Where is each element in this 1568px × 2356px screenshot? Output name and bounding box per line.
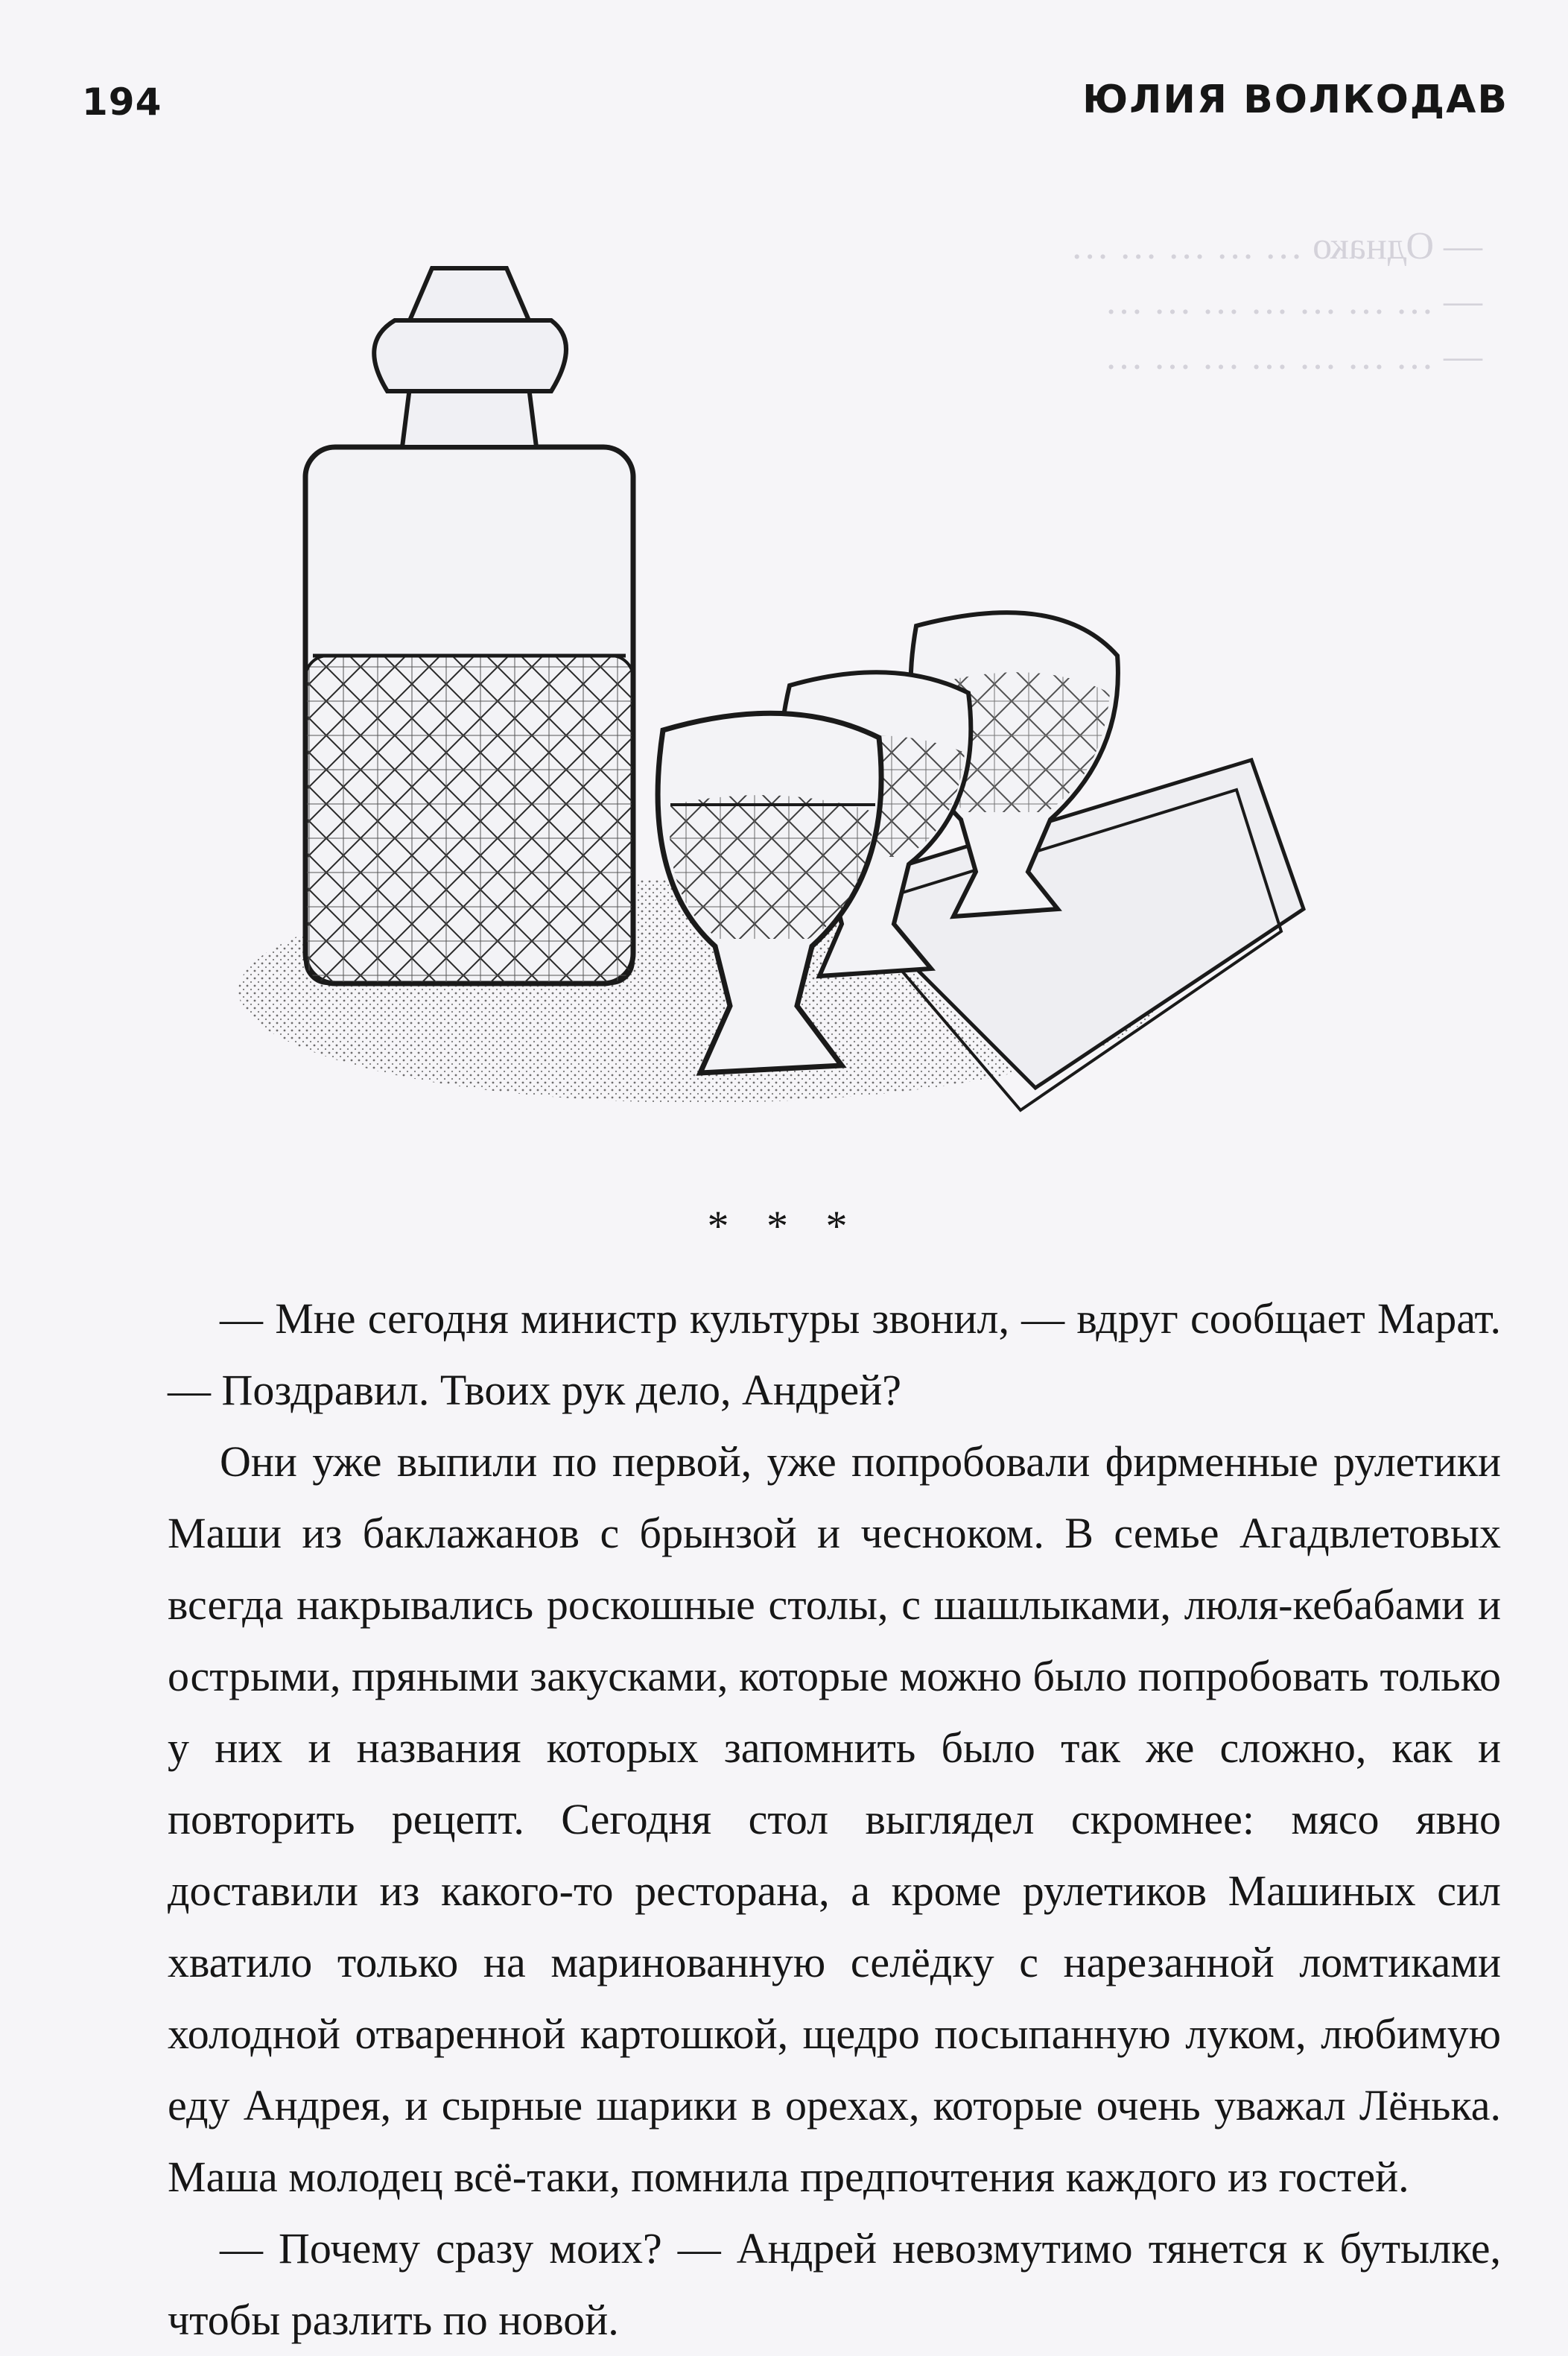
scene-break: * * * [707, 1202, 861, 1250]
paragraph: — Мне сегодня министр культуры звонил, — вдруг сообщает Марат. — Поздравил. Твоих рук дело, Андрей? [168, 1294, 1501, 1414]
paragraph: Они уже выпили по первой, уже попробовали фирменные рулетики Маши из баклажанов с брынзой и чесноком. В семье Агадвлетовых всегда накрывались роскошные столы, с шашлыками, люля-кебабами и острыми, пряными закусками, которые можно было попробовать только у них и названия которых запомнить было так же сложно, как и повторить рецепт. Сегодня стол выглядел скромнее: мясо явно доставили из какого-то ресторана, а кроме рулетиков Машиных сил хватило только на маринованную селёдку с нарезанной ломтиками холодной отваренной картошкой, щедро посыпанную луком, любимую еду Андрея, и сырные шарики в орехах, которые очень уважал Лёнька. Маша молодец всё-таки, помнила предпочтения каждого из гостей. [168, 1437, 1501, 2201]
show-through-texture: — Однако … … … … … — … … … … … … … — … … … … … … … [1070, 225, 1482, 378]
running-head: ЮЛИЯ ВОЛКОДАВ [1082, 77, 1508, 122]
page-number: 194 [82, 80, 162, 124]
decanter-and-glasses-drawing [223, 238, 1326, 1155]
body-text [168, 1283, 1501, 2356]
paragraph: — Почему сразу моих? — Андрей невозмутимо тянется к бутылке, чтобы разлить по новой. [168, 2224, 1501, 2344]
